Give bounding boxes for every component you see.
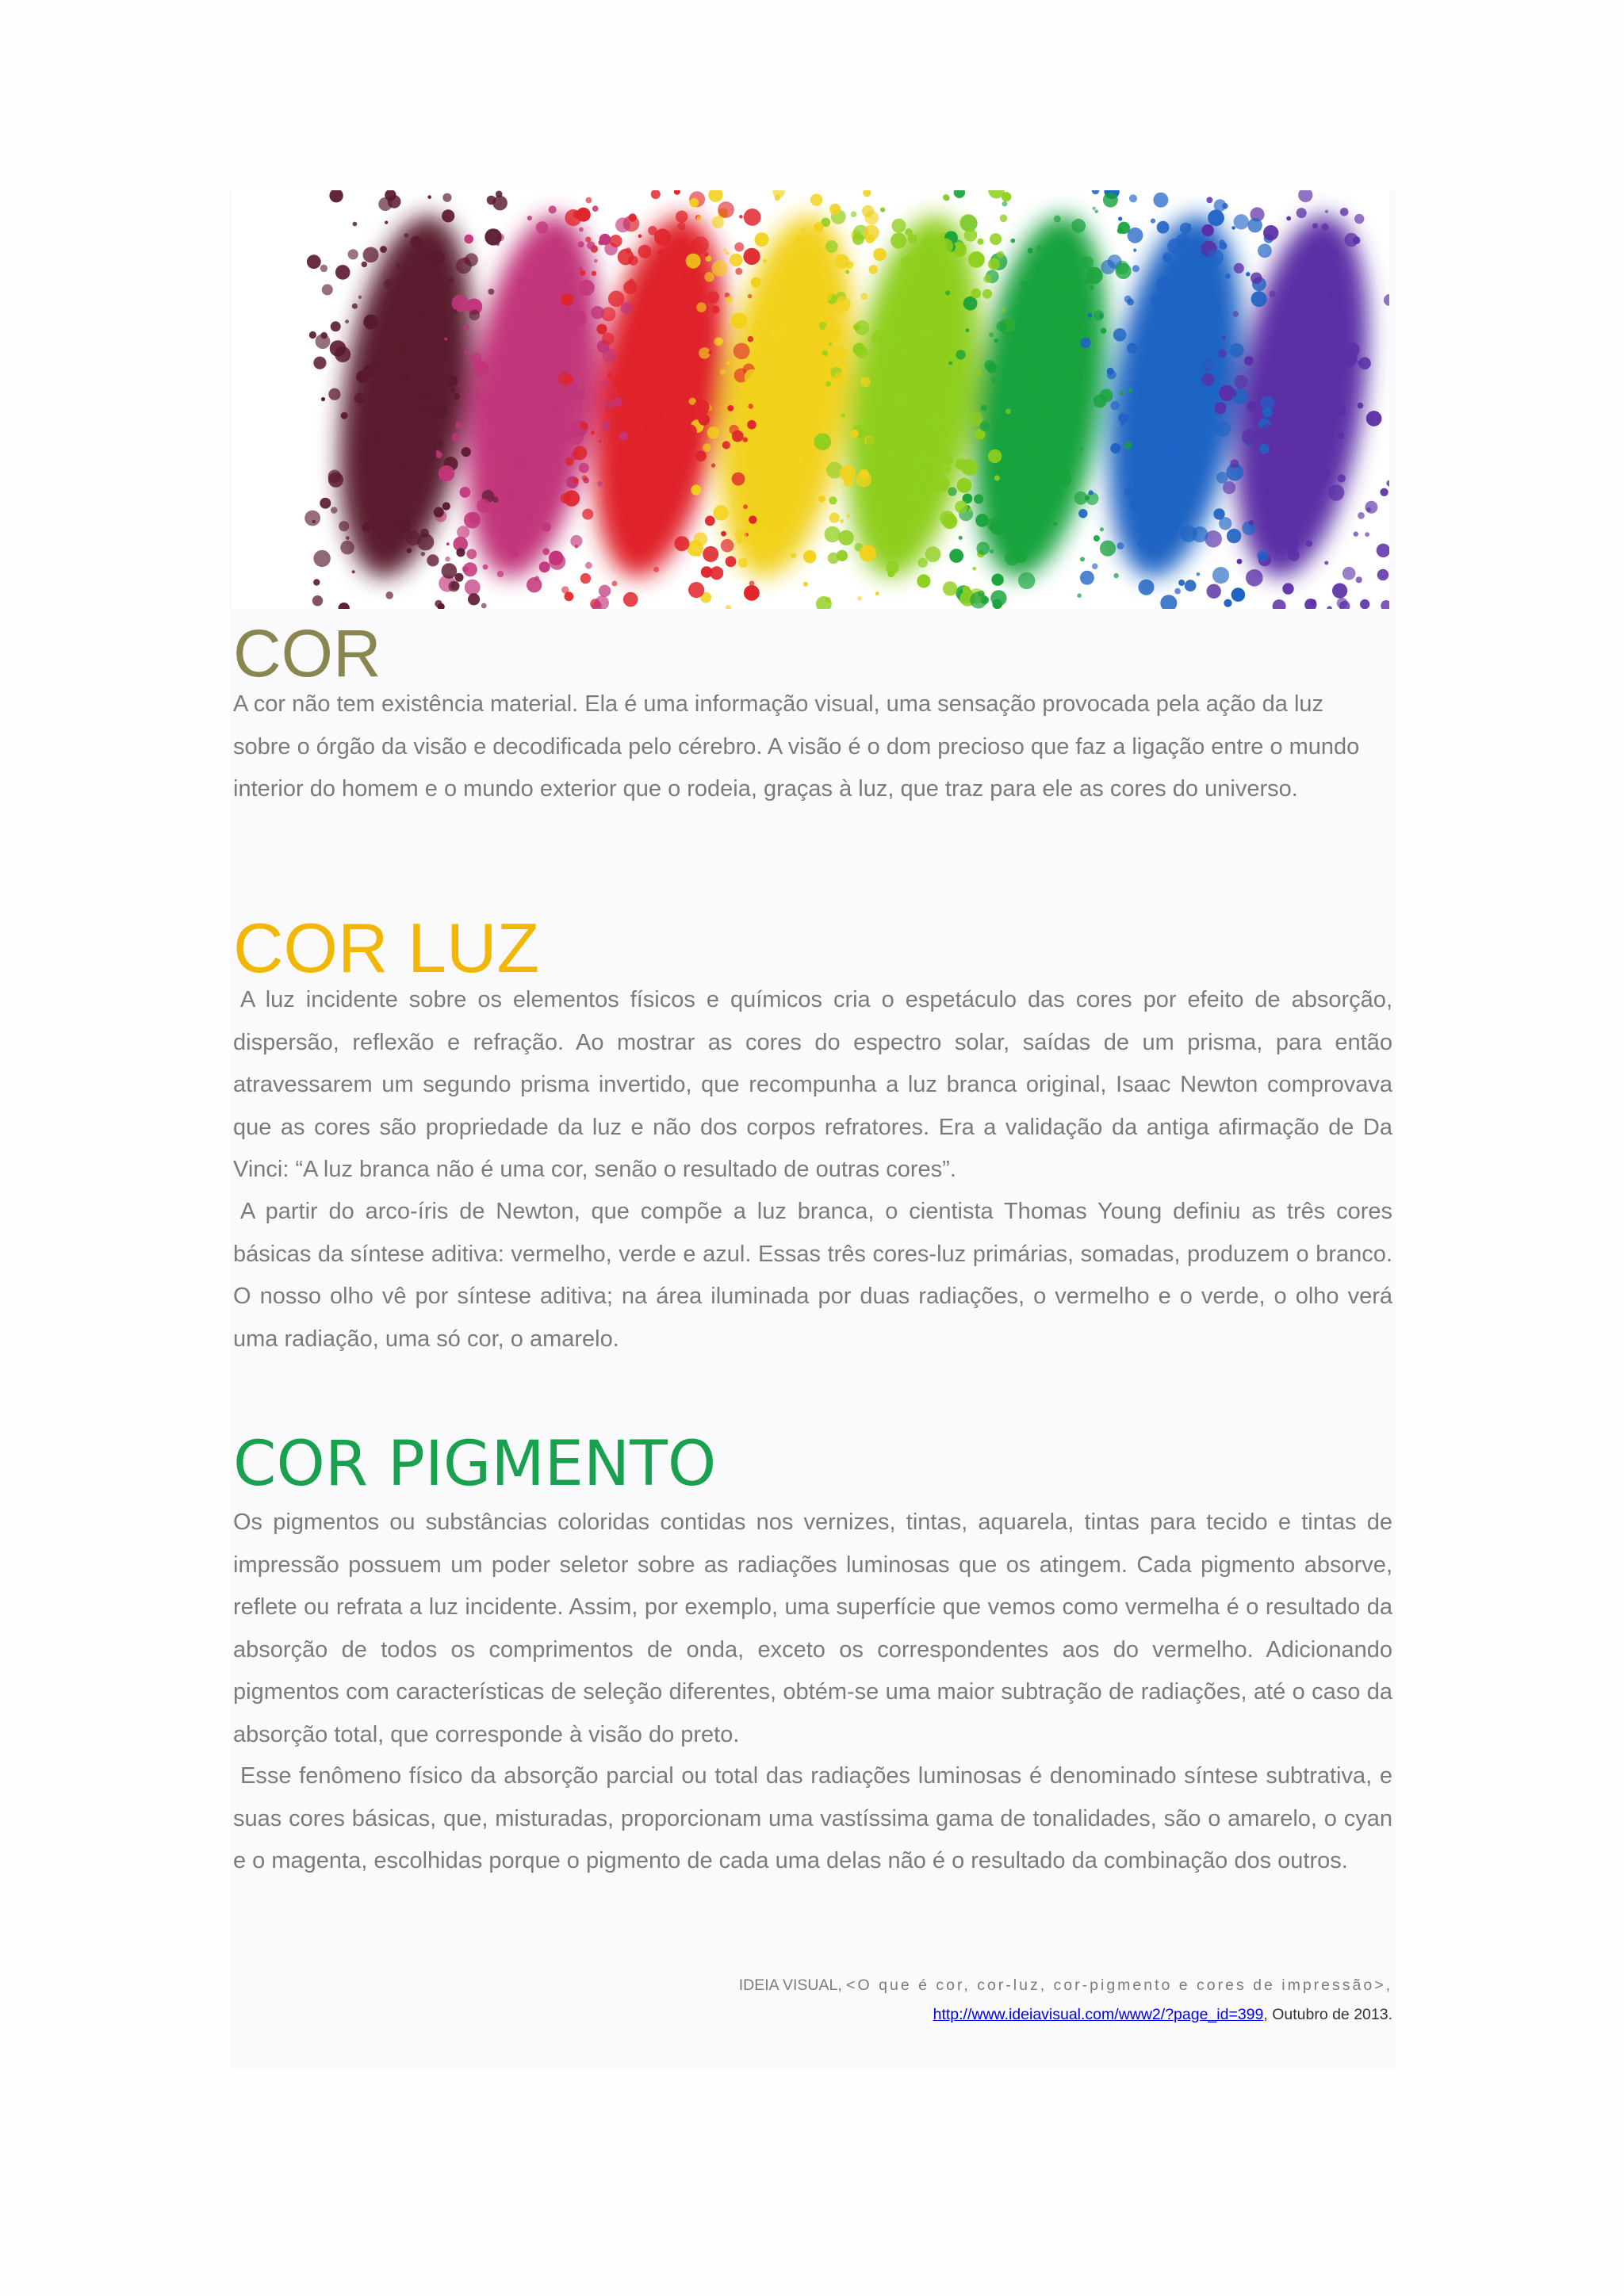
paragraph-cor: A cor não tem existência material. Ela é uma informação visual, uma sensação provocada pela ação da luz sobre o órgão da visão e decodificada pelo cérebro. A visão é o dom precioso que faz a ligação entre o mundo interior do homem e o mundo exterior que o rodeia, graças à luz, que traz para ele as cores do universo. xyxy=(233,691,1360,802)
heading-cor: COR xyxy=(233,616,381,691)
citation-source: IDEIA VISUAL, xyxy=(738,1976,847,1994)
heading-cor-pigmento: COR PIGMENTO xyxy=(233,1429,717,1500)
content-area xyxy=(230,190,1396,2069)
citation-title: <O que é cor, cor-luz, cor-pigmento e cores de impressão>, xyxy=(846,1976,1392,1994)
heading-cor-luz: COR LUZ xyxy=(233,909,540,987)
paragraph-cor-pigmento-2: Esse fenômeno físico da absorção parcial ou total das radiações luminosas é denominado síntese subtrativa, e suas cores básicas, que, misturadas, proporcionam uma vastíssima gama de tonalidades, são o amarelo, o cyan e o magenta, escolhidas porque o pigmento de cada uma delas não é o resultado da combinação dos outros. xyxy=(233,1763,1392,1874)
paragraph-cor-pigmento-1: Os pigmentos ou substâncias coloridas contidas nos vernizes, tintas, aquarela, tintas para tecido e tintas de impressão possuem um poder seletor sobre as radiações luminosas que os atingem. Cada pigmento absorve, reflete ou refrata a luz incidente. Assim, por exemplo, uma superfície que vemos como vermelha é o resultado da absorção de todos os comprimentos de onda, exceto os correspondentes aos do vermelho. Adicionando pigmentos com características de seleção diferentes, obtém-se uma maior subtração de radiações, até o caso da absorção total, que corresponde à visão do preto. xyxy=(233,1510,1392,1747)
rainbow-pigment-illustration xyxy=(232,190,1389,609)
paragraph-cor-luz-1: A luz incidente sobre os elementos físicos e químicos cria o espetáculo das cores por efeito de absorção, dispersão, reflexão e refração. Ao mostrar as cores do espectro solar, saídas de um prisma, para então atravessarem um segundo prisma invertido, que recompunha a luz branca original, Isaac Newton comprovava que as cores são propriedade da luz e não dos corpos refratores. Era a validação da antiga afirmação de Da Vinci: “A luz branca não é uma cor, senão o resultado de outras cores”. xyxy=(233,987,1392,1183)
citation-line-2 xyxy=(739,2000,1392,2030)
citation-link[interactable]: http://www.ideiavisual.com/www2/?page_id=399 xyxy=(933,2006,1264,2023)
citation xyxy=(739,1971,1392,2030)
paragraph-cor-luz-2: A partir do arco-íris de Newton, que compõe a luz branca, o cientista Thomas Young definiu as três cores básicas da síntese aditiva: vermelho, verde e azul. Essas três cores-luz primárias, somadas, produzem o branco. O nosso olho vê por síntese aditiva; na área iluminada por duas radiações, o vermelho e o verde, o olho verá uma radiação, uma só cor, o amarelo. xyxy=(233,1199,1392,1352)
citation-line-1 xyxy=(739,1971,1392,2000)
citation-date: , Outubro de 2013. xyxy=(1263,2006,1392,2023)
rainbow-pigment-image xyxy=(232,190,1389,609)
